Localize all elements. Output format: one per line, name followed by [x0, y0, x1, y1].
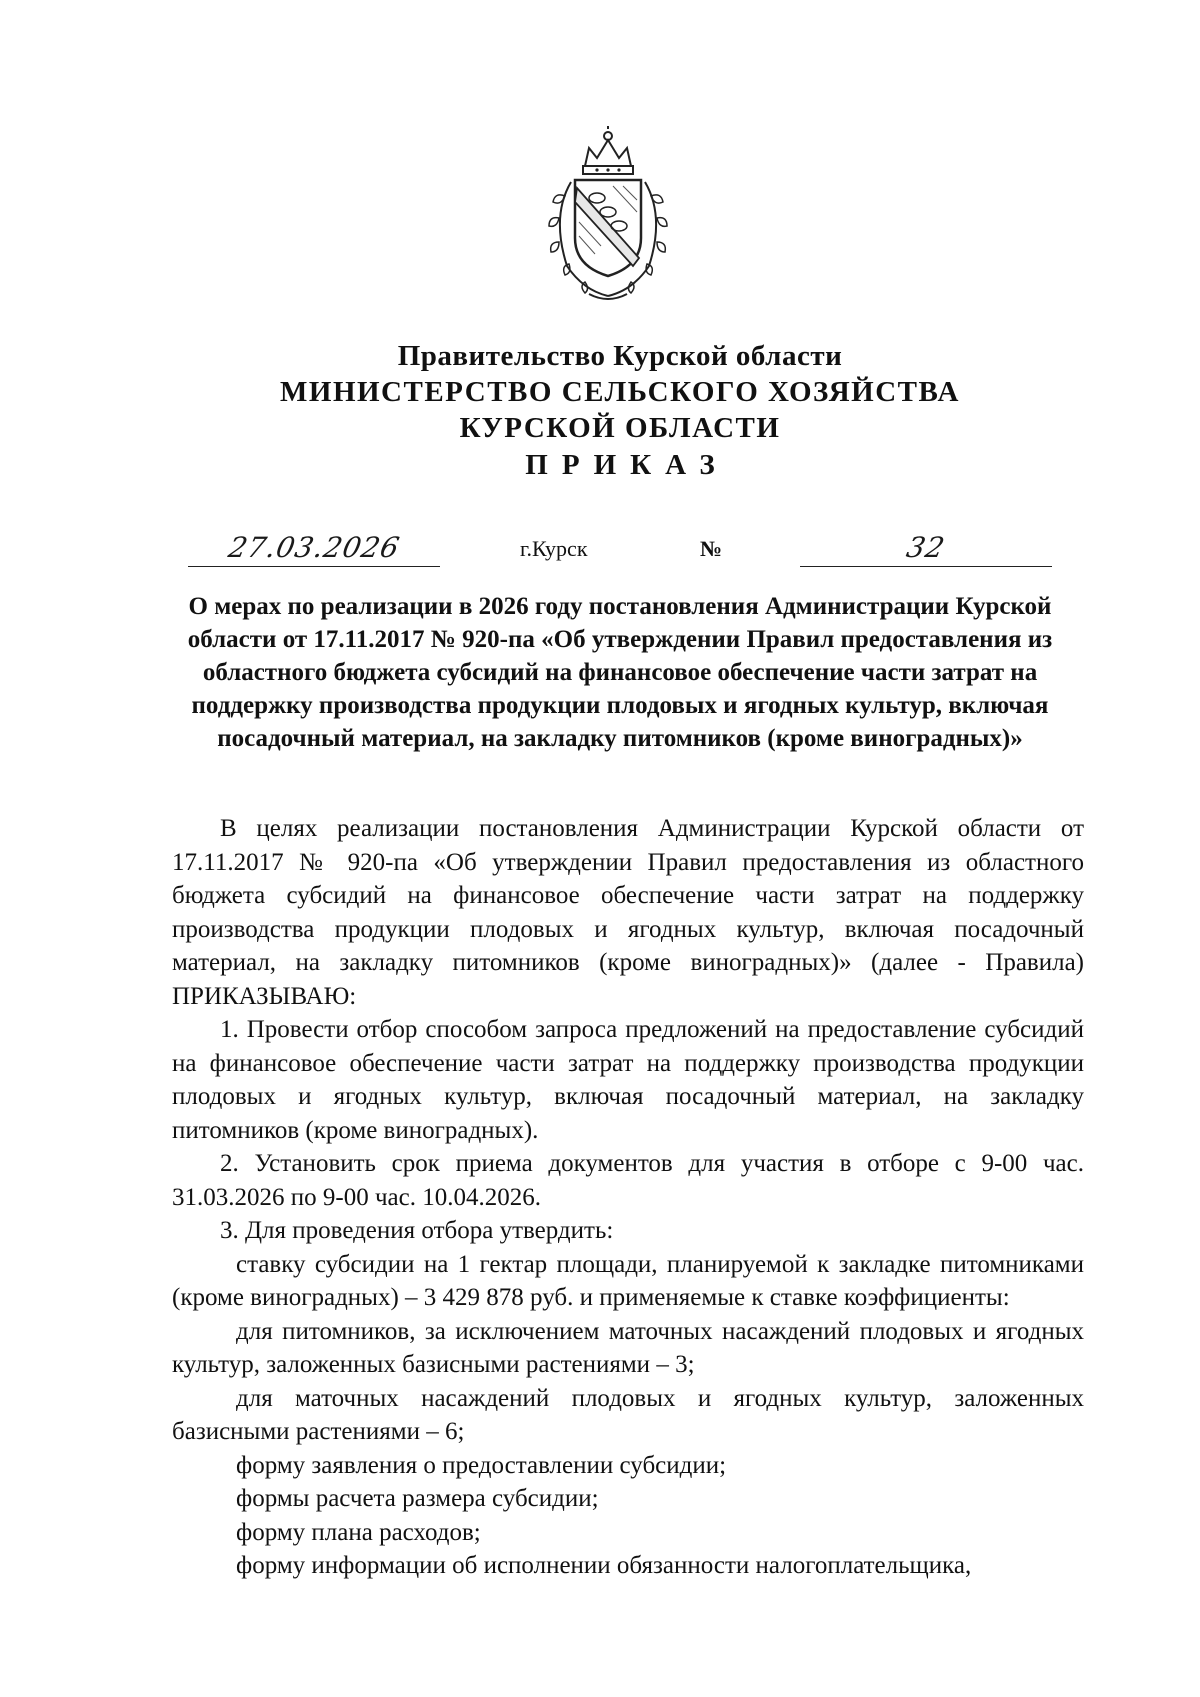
number-sign: № [700, 536, 723, 561]
item-3-paragraph: 3. Для проведения отбора утвердить: [220, 1217, 614, 1244]
date-number-line [0, 530, 1200, 574]
ministry-name-line2: КУРСКОЙ ОБЛАСТИ [459, 412, 781, 444]
city-label: г.Курск [520, 536, 588, 561]
preamble-paragraph: В целях реализации постановления Администрации Курской области от 17.11.2017 № 920-па «Об утверждении Правил предоставления из областного бюджета субсидий на финансовое обеспечение части затрат на поддержку производства продукции плодовых и ягодных культур, включая посадочный материал, на закладку питомников (кроме виноградных)» (далее - Правила) ПРИКАЗЫВАЮ: [172, 815, 1084, 1010]
application-form-paragraph: форму заявления о предоставлении субсидии; [236, 1451, 727, 1479]
calculation-forms-paragraph: формы расчета размера субсидии; [236, 1485, 599, 1512]
coat-of-arms-emblem [533, 126, 683, 306]
expense-plan-form-paragraph: форму плана расходов; [236, 1518, 481, 1546]
document-header [180, 338, 1060, 484]
subsidy-rate-paragraph: ставку субсидии на 1 гектар площади, планируемой к закладке питомниками (кроме виноградных) – 3 429 878 руб. и применяемые к ставке коэффициенты: [172, 1250, 1084, 1311]
number-field [800, 530, 1052, 567]
document-type: ПРИКАЗ [525, 449, 729, 481]
coefficient-nurseries-paragraph: для питомников, за исключением маточных насаждений плодовых и ягодных культур, заложенных базисными растениями – 3; [172, 1317, 1084, 1378]
ministry-name-line1: МИНИСТЕРСТВО СЕЛЬСКОГО ХОЗЯЙСТВА [280, 376, 960, 408]
handwritten-date: 27.03.2026 [225, 531, 403, 564]
item-1-paragraph: 1. Провести отбор способом запроса предложений на предоставление субсидий на финансовое обеспечение части затрат на поддержку производства продукции плодовых и ягодных культур, включая посадочный материал, на закладку питомников (кроме виноградных). [172, 1016, 1084, 1144]
handwritten-number: 32 [903, 531, 949, 564]
item-2-paragraph: 2. Установить срок приема документов для участия в отборе с 9-00 час. 31.03.2026 по 9-00 час. 10.04.2026. [172, 1150, 1084, 1211]
tax-obligation-form-paragraph: форму информации об исполнении обязанности налогоплательщика, [236, 1552, 972, 1579]
document-title: О мерах по реализации в 2026 году постановления Администрации Курской области от 17.11.2017 № 920-па «Об утверждении Правил предоставления из областного бюджета субсидий на финансовое обеспечение части затрат на поддержку производства продукции плодовых и ягодных культур, включая посадочный материал, на закладку питомников (кроме виноградных)» [187, 593, 1053, 752]
coefficient-mother-plantings-paragraph: для маточных насаждений плодовых и ягодных культур, заложенных базисными растениями – 6; [172, 1384, 1084, 1445]
government-name: Правительство Курской области [397, 340, 843, 372]
date-field [188, 530, 440, 567]
document-body [172, 812, 1084, 1583]
coat-of-arms-icon [533, 126, 683, 306]
